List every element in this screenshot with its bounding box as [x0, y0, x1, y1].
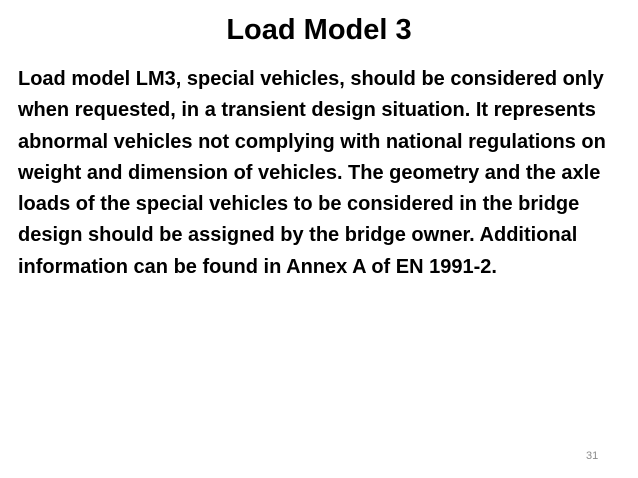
- slide-body-text: Load model LM3, special vehicles, should be considered only when requested, in a transient design situation. It represents abnormal vehicles not complying with national regulations on weight and dimension of vehicles. The geometry and the axle loads of the special vehicles to be considered in the bridge design should be assigned by the bridge owner. Additional information can be found in Annex A of EN 1991-2.: [18, 68, 606, 278]
- slide-title: Load Model 3: [226, 14, 412, 46]
- slide-page-number: 31: [586, 450, 599, 462]
